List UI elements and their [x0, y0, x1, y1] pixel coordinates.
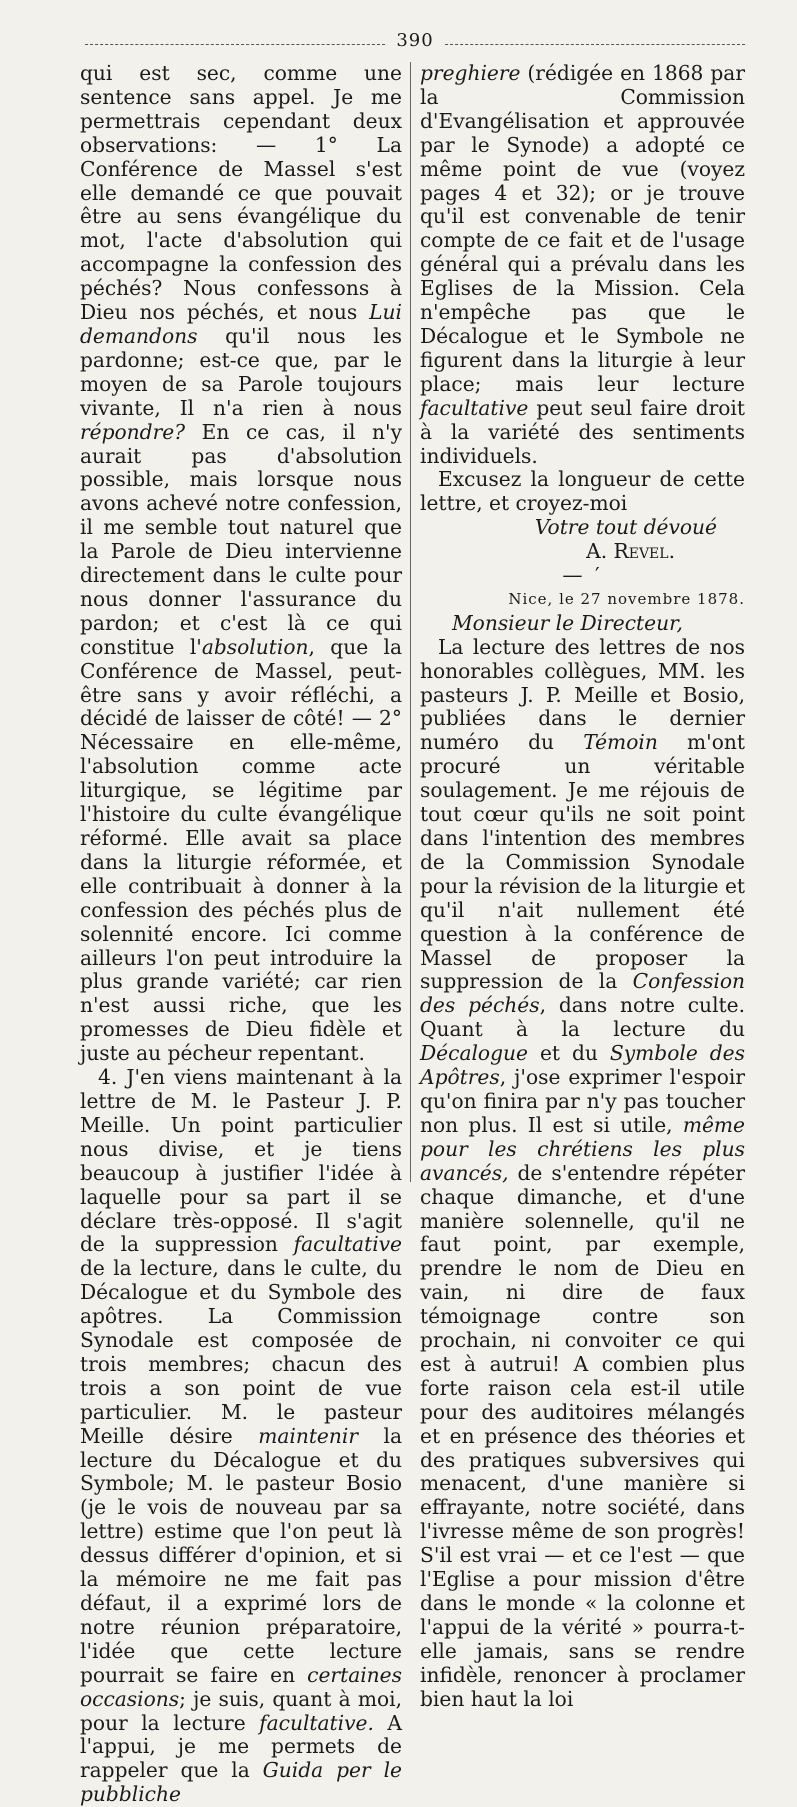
signature-closing: Votre tout dévoué [534, 515, 717, 540]
letter-dateline: Nice, le 27 novembre 1878. [508, 589, 745, 608]
header-rule-left [85, 44, 385, 45]
paragraph-absolution: qui est sec, comme une sentence sans appel. Je me permettrais cependant deux observations: — 1° La Conférence de Massel s'est elle demandé ce que pouvait être au sens évangélique du mot, l'acte d'absolution qui accompagne la confession des péchés? Nous confessons à Dieu nos péchés, et nous Lui demandons qu'il nous les pardonne; est-ce que, par le moyen de sa Parole toujours vivante, Il n'a rien à nous répondre? En ce cas, il n'y aurait pas d'absolution possible, mais lorsque nous avons achevé notre confession, il me semble tout naturel que la Parole de Dieu intervienne directement dans le culte pour nous donner l'assurance du pardon; et c'est là ce qui constitue l'absolution, que la Conférence de Massel, peut-être sans y avoir réfléchi, a décidé de laisser de côté! — 2° Nécessaire en elle-même, l'absolution comme acte liturgique, se légitime par l'histoire du culte évangélique réformé. Elle avait sa place dans la liturgie réformée, et elle contribuait à donner à la confession des péchés plus de solennité encore. Ici comme ailleurs l'on peut introduire la plus grande variété; car rien n'est aussi riche, que les promesses de Dieu fidèle et juste au pécheur repentant. [80, 61, 402, 1066]
page-number: 390 [396, 30, 434, 51]
header-rule-right [445, 44, 745, 45]
letter-salutation: Monsieur le Directeur, [452, 610, 683, 635]
right-column [420, 62, 745, 1712]
left-column [80, 62, 402, 1807]
paragraph-guida: preghiere (rédigée en 1868 par la Commission d'Evangélisation et approuvée par le Synode) a adopté ce même point de vue (voyez pages 4 et 32); or je trouve qu'il est convenable de tenir compte de ce fait et de l'usage général qui a prévalu dans les Eglises de la Mission. Cela n'empêche pas que le Décalogue et le Symbole ne figurent dans la liturgie à leur place; mais leur lecture facultative peut seul faire droit à la variété des sentiments individuels. [420, 61, 745, 468]
page-header [85, 30, 745, 50]
paragraph-second-letter: La lecture des lettres de nos honorables collègues, MM. les pasteurs J. P. Meille et Bosio, publiées dans le dernier numéro du Témoin m'ont procuré un véritable soulagement. Je me réjouis de tout cœur qu'ils ne soit point dans l'intention des membres de la Commission Synodale pour la révision de la liturgie et qu'il n'ait nullement été question à la conférence de Massel de proposer la suppression de la Confession des péchés, dans notre culte. Quant à la lecture du Décalogue et du Symbole des Apôtres, j'ose exprimer l'espoir qu'on finira par n'y pas toucher non plus. Il est si utile, même pour les chrétiens les plus avancés, de s'entendre répéter chaque dimanche, et d'une manière solennelle, qu'il ne faut point, par exemple, prendre le nom de Dieu en vain, ni dire de faux témoignage contre son prochain, ni convoiter ce qui est à autrui! A combien plus forte raison cela est-il utile pour des auditoires mélangés et en présence des théories et des pratiques subversives qui menacent, d'une manière si effrayante, notre société, dans l'ivresse même de son progrès! S'il est vrai — et ce l'est — que l'Eglise a pour mission d'être dans le monde « la colonne et l'appui de la vérité » pourra-t-elle jamais, sans se rendre infidèle, renoncer à proclamer bien haut la loi [420, 634, 745, 1711]
paragraph-meille-letter: 4. J'en viens maintenant à la lettre de M. le Pasteur J. P. Meille. Un point particulier nous divise, et je tiens beaucoup à justifier l'idée à laquelle pour sa part il se déclare très-opposé. Il s'agit de la suppression facultative de la lecture, dans le culte, du Décalogue et du Symbole des apôtres. La Commission Synodale est composée de trois membres; chacun des trois a son point de vue particulier. M. le pasteur Meille désire maintenir la lecture du Décalogue et du Symbole; M. le pasteur Bosio (je le vois de nouveau par sa lettre) estime que l'on peut là dessus différer d'opinion, et si la mémoire ne me fait pas défaut, il a exprimé lors de notre réunion préparatoire, l'idée que cette lecture pourrait se faire en certaines occasions; je suis, quant à moi, pour la lecture facultative. A l'appui, je me permets de rappeler que la Guida per le pubbliche [80, 1065, 402, 1807]
column-divider [410, 62, 411, 1182]
paragraph-closing: Excusez la longueur de cette lettre, et croyez-moi [420, 467, 745, 516]
signature-name: A. Revel. [586, 539, 675, 564]
separator-mark: — ′ [562, 563, 603, 588]
